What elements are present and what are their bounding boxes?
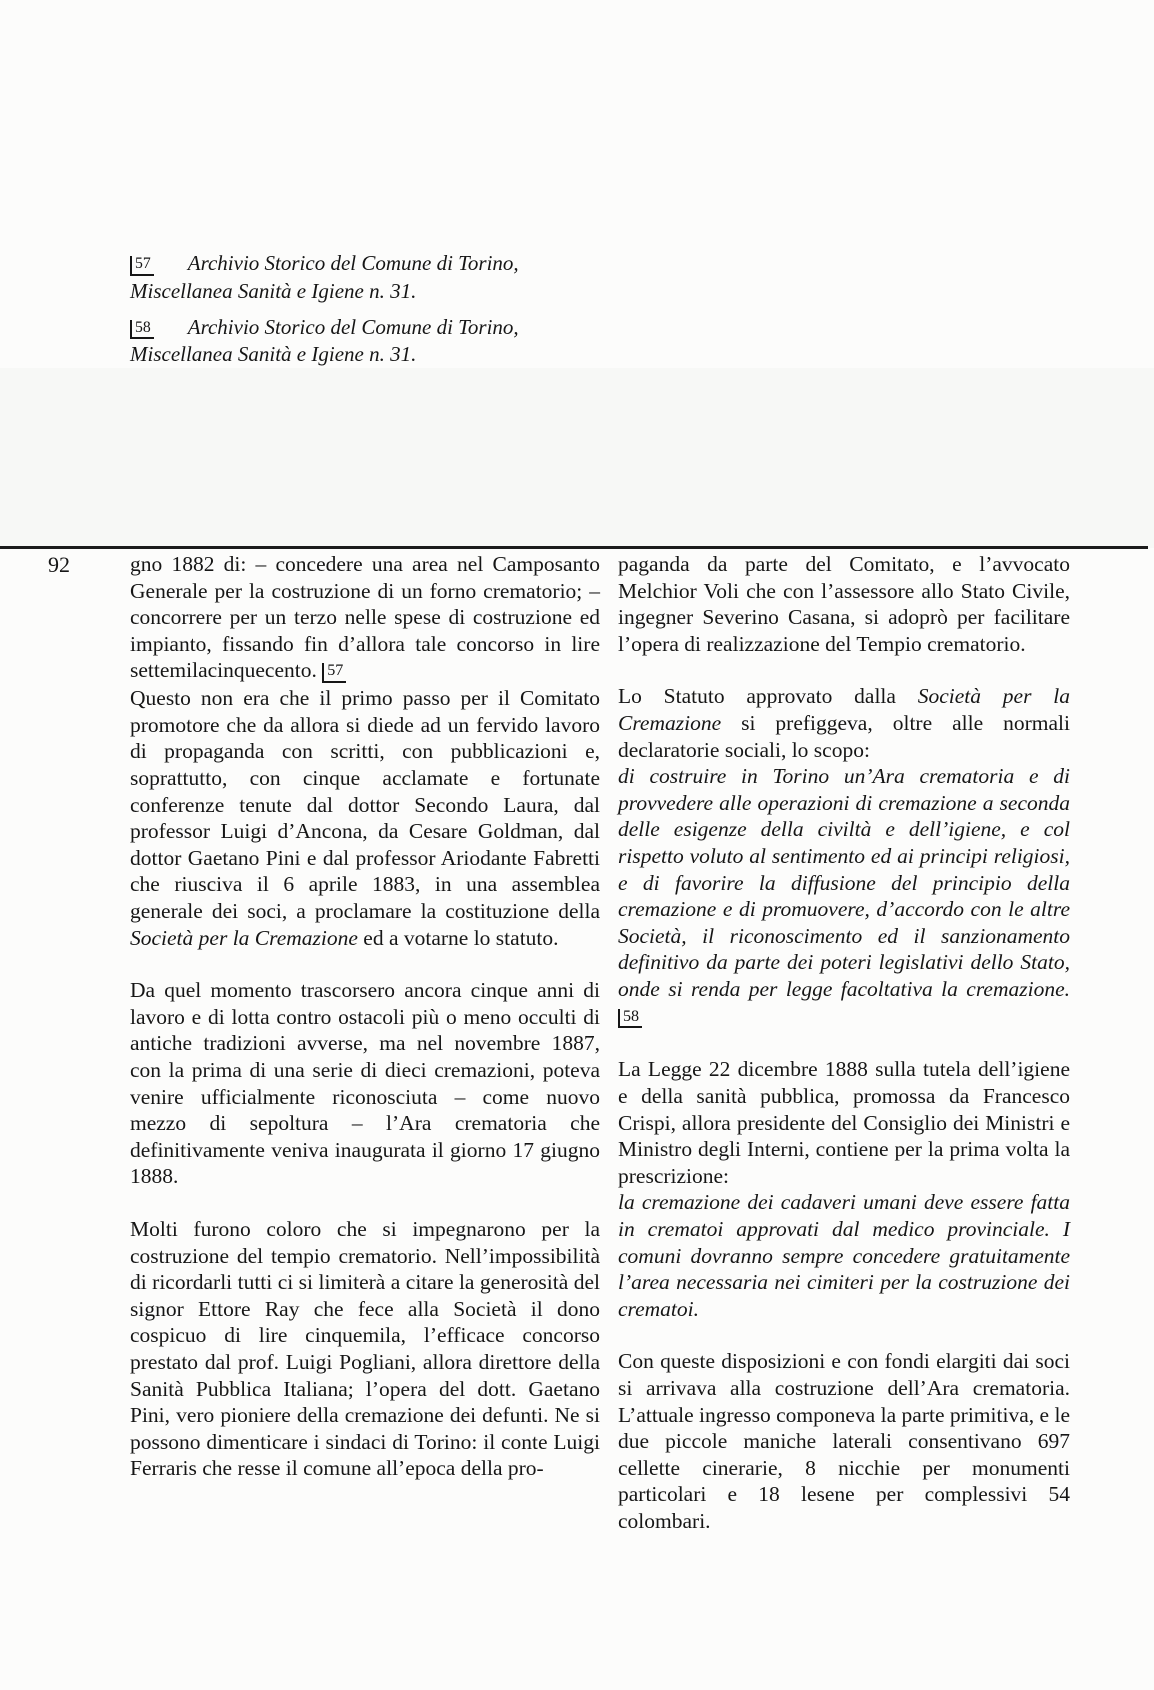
paragraph [130, 977, 600, 1190]
text-segment: la cremazione dei cadaveri umani deve essere fatta in crematoi approvati dal medico provinciale. I comuni dovranno sempre concedere gratuitamente l’area necessaria nei cimiteri per la costruzione dei crematoi. [618, 1190, 1070, 1321]
paragraph [618, 551, 1070, 657]
text-segment: La Legge 22 dicembre 1888 sulla tutela dell’igiene e della sanità pubblica, promossa da Francesco Crispi, allora presidente del Consiglio dei Ministri e Ministro degli Interni, contiene per la prima volta la prescrizione: [618, 1057, 1070, 1188]
section-divider-rule [0, 546, 1148, 549]
paragraph [130, 1216, 600, 1482]
page-number: 92 [48, 552, 70, 577]
paragraph [618, 683, 1070, 763]
text-segment: Società per la Cremazione [130, 925, 358, 950]
footnote-marker: 58 [130, 320, 154, 340]
text-segment: Lo Statuto approvato dalla [618, 684, 918, 709]
footnote-item [130, 314, 600, 369]
footnote-ref: 57 [322, 663, 346, 683]
footnote-marker: 57 [130, 256, 154, 276]
left-column [130, 551, 600, 1535]
paragraph [130, 685, 600, 951]
footnote-ref: 58 [618, 1009, 642, 1029]
paragraph [618, 1348, 1070, 1534]
text-segment: Con queste disposizioni e con fondi elargiti dai soci si arrivava alla costruzione dell’Ara crematoria. L’attuale ingresso componeva la parte primitiva, e le due piccole maniche laterali consentivano 697 cellette cinerarie, 8 nicchie per monumenti particolari e 18 lesene per complessivi 54 colombari. [618, 1349, 1070, 1533]
text-segment: gno 1882 di: – concedere una area nel Camposanto Generale per la costruzione di un forno crematorio; – concorrere per un terzo nelle spese di costruzione ed impianto, fissando fin d’allora tale concorso in lire settemilacinquecento. [130, 552, 600, 683]
paragraph [130, 551, 600, 685]
text-segment: si prefiggeva, oltre alle normali declaratorie sociali, lo scopo: [618, 710, 1070, 762]
footnote-item [130, 250, 600, 305]
paragraph [618, 763, 1070, 1030]
footnote-citation: Archivio Storico del Comune di Torino, Miscellanea Sanità e Igiene n. 31. [130, 251, 519, 303]
text-columns [130, 551, 1070, 1535]
text-segment: paganda da parte del Comitato, e l’avvocato Melchior Voli che con l’assessore allo Stato Civile, ingegner Severino Casana, si adoprò per facilitare l’opera di realizzazione del Tempio crematorio. [618, 552, 1070, 656]
text-segment: Da quel momento trascorsero ancora cinque anni di lavoro e di lotta contro ostacoli più o meno occulti di antiche tradizioni avverse, ma nel novembre 1887, con la prima di una serie di dieci cremazioni, poteva venire ufficialmente riconosciuta – come nuovo mezzo di sepoltura – l’Ara crematoria che definitivamente veniva inaugurata il giorno 17 giugno 1888. [130, 978, 600, 1189]
footnotes-block [130, 250, 600, 377]
paragraph [618, 1056, 1070, 1189]
text-segment: Società per la Cremazione [618, 684, 1070, 735]
paragraph [618, 1189, 1070, 1322]
right-column [618, 551, 1070, 1535]
text-segment: ed a votarne lo statuto. [357, 925, 559, 950]
text-segment: Molti furono coloro che si impegnarono per la costruzione del tempio crematorio. Nell’impossibilità di ricordarli tutti ci si limiterà a citare la generosità del signor Ettore Ray che fece alla Società il dono cospicuo di lire cinquemila, l’efficace concorso prestato dal prof. Luigi Pogliani, allora direttore della Sanità Pubblica Italiana; l’opera del dott. Gaetano Pini, vero pioniere della cremazione dei defunti. Ne si possono dimenticare i sindaci di Torino: il conte Luigi Ferraris che resse il comune all’epoca della pro- [130, 1216, 600, 1481]
footnote-citation: Archivio Storico del Comune di Torino, Miscellanea Sanità e Igiene n. 31. [130, 314, 519, 367]
text-segment: di costruire in Torino un’Ara crematoria e di provvedere alle operazioni di cremazione a seconda delle esigenze della civiltà e dell’igiene, e col rispetto voluto al sentimento ed ai principi religiosi, e di favorire la diffusione del principio della cremazione e di promuovere, d’accordo con le altre Società, il riconoscimento ed il sanzionamento definitivo da parte dei poteri legislativi dello Stato, onde si renda per legge facoltativa la cremazione. [618, 764, 1070, 1001]
text-segment: Questo non era che il primo passo per il Comitato promotore che da allora si diede ad un fervido lavoro di propaganda con scritti, con pubblicazioni e, soprattutto, con cinque acclamate e fortunate conferenze tenute dal dottor Secondo Laura, dal professor Luigi d’Ancona, da Cesare Goldman, dal dottor Gaetano Pini e dal professor Ariodante Fabretti che riusciva il 6 aprile 1883, in una assemblea generale dei soci, a proclamare la costituzione della [130, 686, 600, 924]
scan-shading-artifact [0, 368, 1154, 548]
